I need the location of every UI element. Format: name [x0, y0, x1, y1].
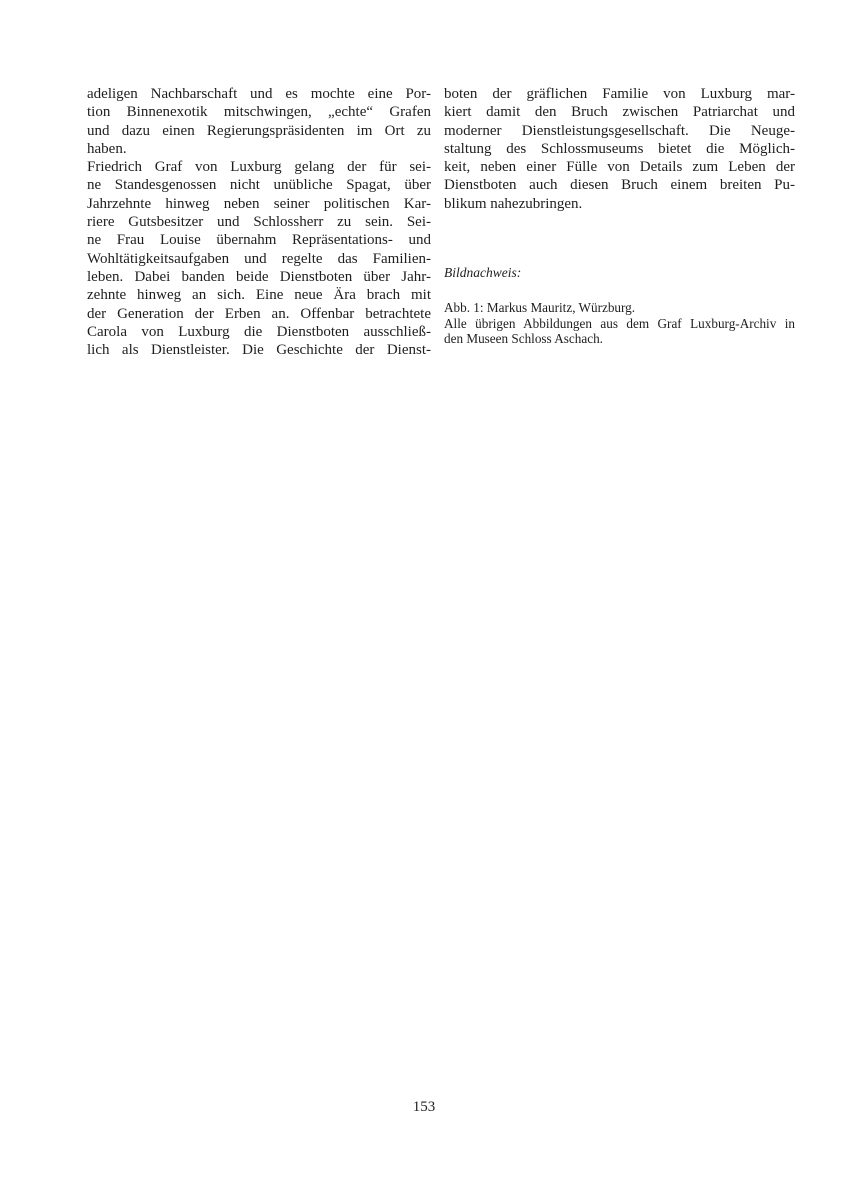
page-number: 153 — [412, 1099, 436, 1115]
text-line: Wohltätigkeitsaufgaben und regelte das Familien- — [87, 250, 431, 267]
text-line: tion Binnenexotik mitschwingen, „echte“ Grafen — [87, 104, 431, 121]
text-line: Dienstboten auch diesen Bruch einem breiten Pu- — [444, 177, 795, 194]
text-line: Jahrzehnte hinweg neben seiner politischen Kar- — [87, 195, 431, 212]
text-line: ne Standesgenossen nicht unübliche Spagat, über — [87, 177, 431, 194]
left-column — [87, 85, 431, 359]
image-credits-heading: Bildnachweis: — [444, 265, 522, 281]
text-line: haben. — [87, 140, 127, 157]
left-column-text — [87, 85, 431, 359]
text-line: zehnte hinweg an sich. Eine neue Ära brach mit — [87, 287, 431, 304]
text-line: keit, neben einer Fülle von Details zum Leben der — [444, 159, 795, 176]
right-column — [444, 85, 795, 347]
text-line: adeligen Nachbarschaft und es mochte eine Por- — [87, 86, 431, 102]
text-line: Friedrich Graf von Luxburg gelang der für sei- — [87, 159, 431, 176]
text-line: Carola von Luxburg die Dienstboten ausschließ- — [87, 323, 431, 340]
text-line: ne Frau Louise übernahm Repräsentations- und — [87, 232, 431, 249]
text-line: riere Gutsbesitzer und Schlossherr zu sein. Sei- — [87, 214, 431, 231]
right-column-text — [444, 85, 795, 213]
image-credits-section — [444, 265, 795, 347]
text-line: den Museen Schloss Aschach. — [444, 331, 603, 347]
text-line: boten der gräflichen Familie von Luxburg mar- — [444, 86, 795, 102]
text-line: der Generation der Erben an. Offenbar betrachtete — [87, 305, 431, 322]
text-line: leben. Dabei banden beide Dienstboten über Jahr- — [87, 268, 431, 285]
text-line: lich als Dienstleister. Die Geschichte der Dienst- — [87, 342, 431, 359]
text-line: moderner Dienstleistungsgesellschaft. Die Neuge- — [444, 122, 795, 139]
image-credits-text — [444, 300, 795, 347]
text-line: blikum nahezubringen. — [444, 195, 583, 212]
text-line: kiert damit den Bruch zwischen Patriarchat und — [444, 104, 795, 121]
text-line: und dazu einen Regierungspräsidenten im Ort zu — [87, 122, 431, 139]
text-line: Abb. 1: Markus Mauritz, Würzburg. — [444, 300, 636, 316]
text-line: staltung des Schlossmuseums bietet die Möglich- — [444, 140, 795, 157]
text-line: Alle übrigen Abbildungen aus dem Graf Luxburg-Archiv in — [444, 315, 795, 331]
